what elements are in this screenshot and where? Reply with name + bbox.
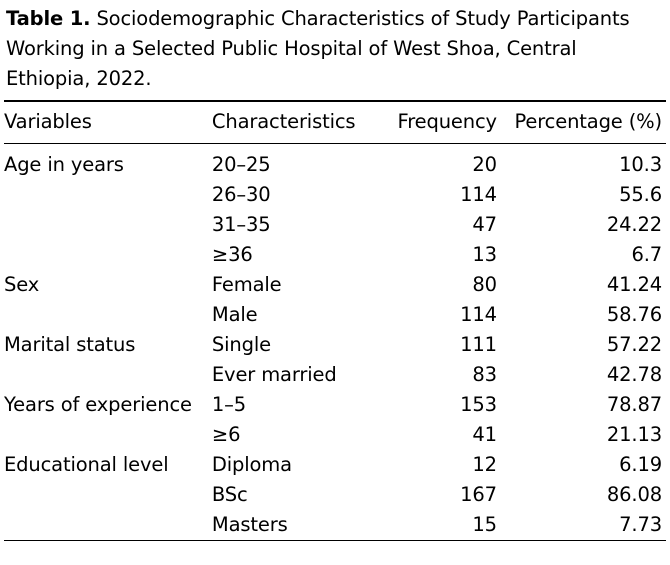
cell-percentage: 58.76 bbox=[606, 303, 662, 326]
cell-variable: Age in years bbox=[4, 153, 124, 176]
cell-characteristic: 20–25 bbox=[211, 153, 271, 176]
table-bottom-rule bbox=[4, 540, 666, 541]
rule-cell bbox=[509, 540, 666, 541]
cell-percentage: 21.13 bbox=[606, 423, 662, 446]
cell-percentage: 10.3 bbox=[619, 153, 662, 176]
cell-frequency: 114 bbox=[460, 303, 497, 326]
cell-frequency: 111 bbox=[460, 333, 497, 356]
cell-frequency: 41 bbox=[472, 423, 497, 446]
cell-variable bbox=[4, 240, 212, 270]
cell-percentage: 6.19 bbox=[619, 453, 662, 476]
rule-cell bbox=[4, 540, 212, 541]
table-row bbox=[4, 180, 666, 210]
table-header bbox=[4, 101, 666, 144]
table-row bbox=[4, 510, 666, 541]
cell-frequency: 12 bbox=[472, 453, 497, 476]
cell-percentage: 57.22 bbox=[606, 333, 662, 356]
rule-cell bbox=[212, 540, 371, 541]
column-header-percentage: Percentage (%) bbox=[514, 110, 662, 133]
table-row bbox=[4, 450, 666, 480]
cell-characteristic: 1–5 bbox=[211, 393, 247, 416]
table-row bbox=[4, 210, 666, 240]
table-row bbox=[4, 240, 666, 270]
cell-frequency: 80 bbox=[472, 273, 497, 296]
cell-frequency: 167 bbox=[460, 483, 497, 506]
cell-characteristic: 31–35 bbox=[211, 213, 271, 236]
table-row bbox=[4, 330, 666, 360]
table-row bbox=[4, 420, 666, 450]
cell-frequency: 47 bbox=[472, 213, 497, 236]
column-header-characteristics: Characteristics bbox=[211, 110, 356, 133]
cell-characteristic: ≥6 bbox=[211, 423, 241, 446]
cell-percentage: 55.6 bbox=[619, 183, 662, 206]
cell-frequency: 83 bbox=[472, 363, 497, 386]
cell-variable: Years of experience bbox=[4, 393, 192, 416]
table-caption bbox=[4, 4, 666, 94]
cell-characteristic: Ever married bbox=[211, 363, 337, 386]
cell-variable bbox=[4, 480, 212, 510]
rule-cell bbox=[371, 540, 509, 541]
cell-characteristic: Female bbox=[211, 273, 282, 296]
cell-variable bbox=[4, 300, 212, 330]
cell-percentage: 7.73 bbox=[619, 513, 662, 536]
cell-variable bbox=[4, 180, 212, 210]
table-caption-text: Sociodemographic Characteristics of Study Participants Working in a Selected Public Hospital of West Shoa, Central Ethiopia, 2022. bbox=[6, 7, 630, 90]
table-row bbox=[4, 270, 666, 300]
cell-percentage: 41.24 bbox=[606, 273, 662, 296]
cell-characteristic: Single bbox=[211, 333, 271, 356]
table-header-row bbox=[4, 101, 666, 144]
cell-percentage: 78.87 bbox=[606, 393, 662, 416]
cell-percentage: 24.22 bbox=[606, 213, 662, 236]
column-header-frequency: Frequency bbox=[397, 110, 497, 133]
cell-characteristic: Masters bbox=[211, 513, 288, 536]
cell-frequency: 15 bbox=[472, 513, 497, 536]
cell-frequency: 153 bbox=[460, 393, 497, 416]
cell-characteristic: 26–30 bbox=[211, 183, 271, 206]
cell-variable bbox=[4, 420, 212, 450]
table-row bbox=[4, 390, 666, 420]
sociodemographic-table bbox=[4, 100, 666, 541]
table-row bbox=[4, 480, 666, 510]
column-header-variables: Variables bbox=[4, 110, 92, 133]
table-row bbox=[4, 300, 666, 330]
cell-variable: Sex bbox=[4, 273, 40, 296]
cell-characteristic: Male bbox=[211, 303, 258, 326]
cell-variable bbox=[4, 210, 212, 240]
cell-characteristic: BSc bbox=[211, 483, 248, 506]
cell-percentage: 42.78 bbox=[606, 363, 662, 386]
table-caption-label: Table 1. bbox=[6, 7, 91, 30]
cell-frequency: 114 bbox=[460, 183, 497, 206]
cell-variable: Marital status bbox=[4, 333, 136, 356]
cell-variable: Educational level bbox=[4, 453, 169, 476]
cell-characteristic: Diploma bbox=[211, 453, 292, 476]
cell-characteristic: ≥36 bbox=[211, 243, 253, 266]
cell-variable bbox=[4, 510, 212, 541]
table-body bbox=[4, 144, 666, 541]
table-row bbox=[4, 144, 666, 180]
cell-percentage: 6.7 bbox=[631, 243, 662, 266]
cell-percentage: 86.08 bbox=[606, 483, 662, 506]
cell-frequency: 20 bbox=[472, 153, 497, 176]
cell-variable bbox=[4, 360, 212, 390]
cell-frequency: 13 bbox=[472, 243, 497, 266]
table-row bbox=[4, 360, 666, 390]
